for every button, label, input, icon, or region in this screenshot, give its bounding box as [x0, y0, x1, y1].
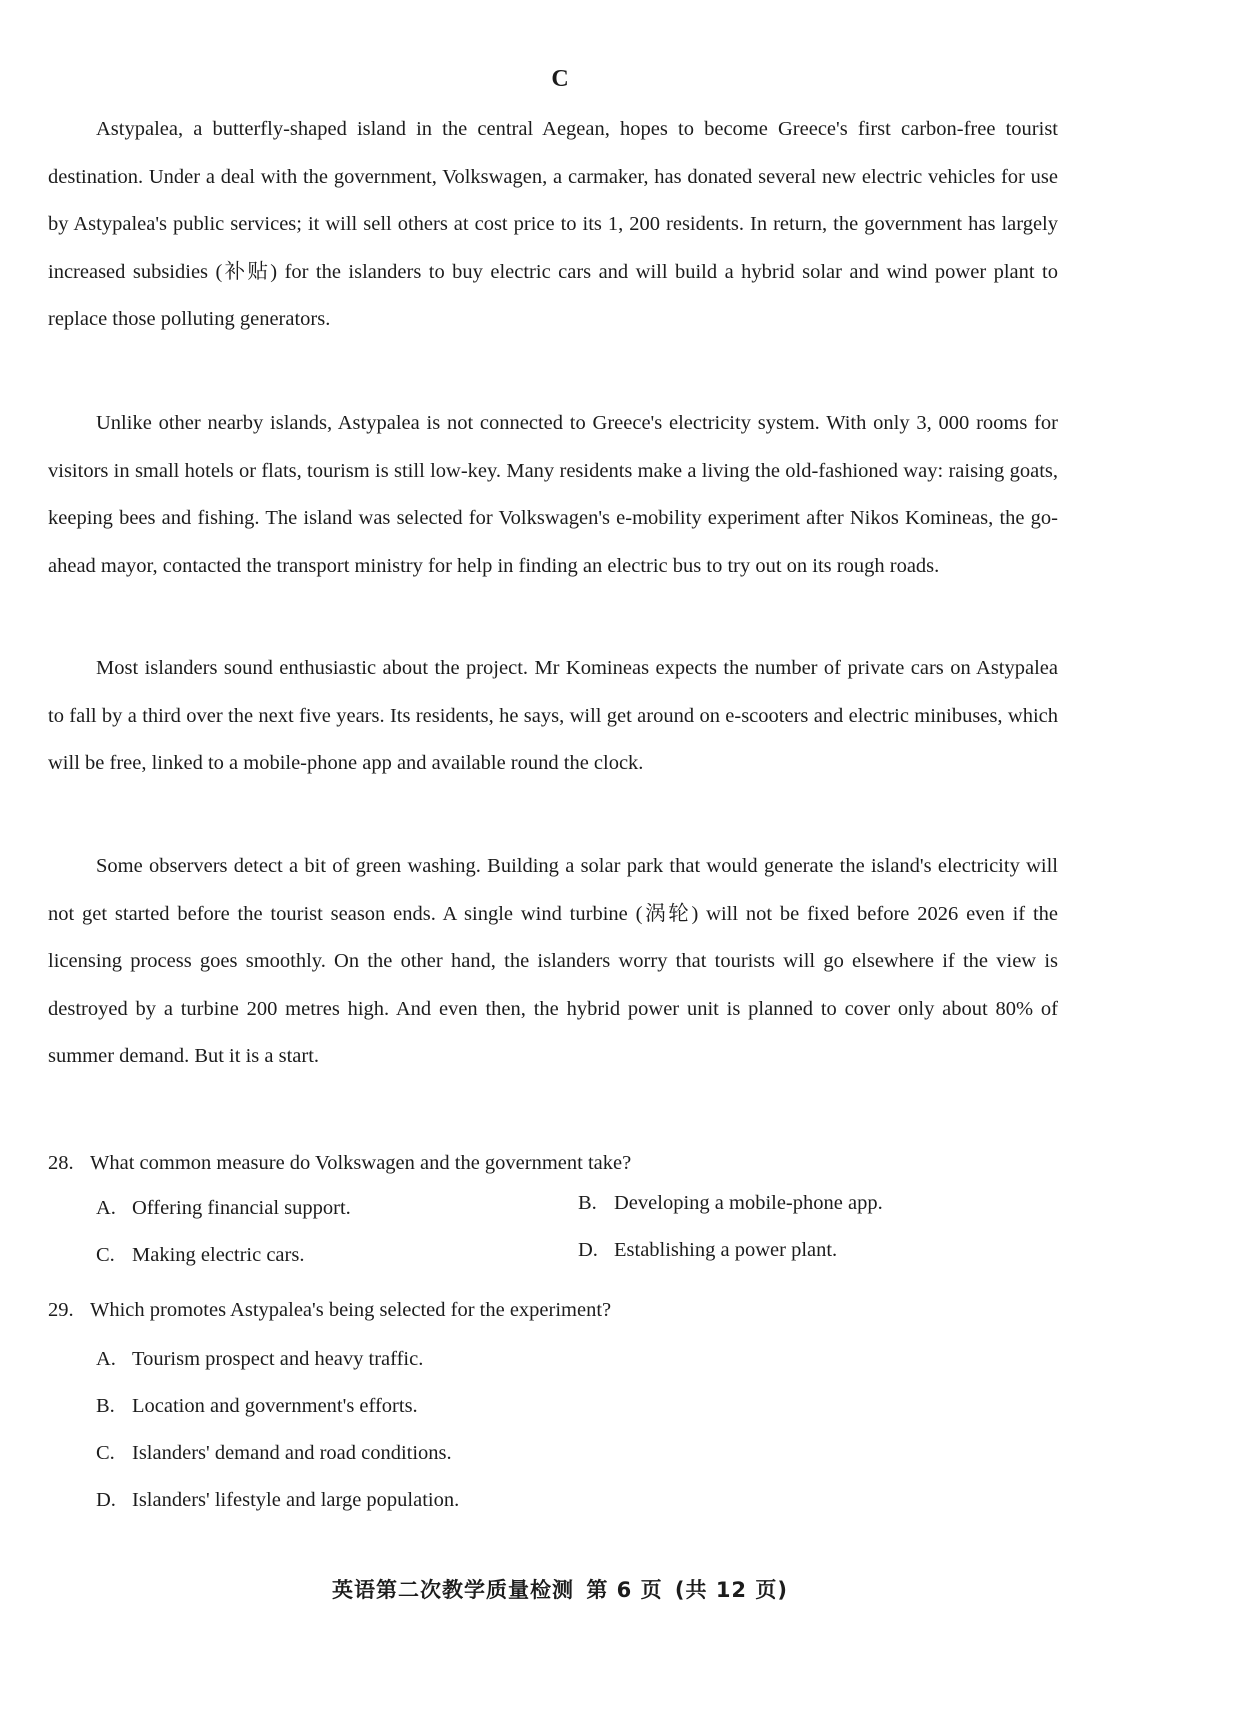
question-29-option-b [96, 1391, 418, 1421]
option-text: Islanders' lifestyle and large population. [132, 1489, 460, 1511]
question-stem: Which promotes Astypalea's being selected for the experiment? [90, 1299, 612, 1321]
page-footer [0, 1574, 1120, 1604]
option-text: Tourism prospect and heavy traffic. [132, 1348, 424, 1370]
option-label: B. [578, 1192, 597, 1214]
option-label: C. [96, 1442, 115, 1464]
option-label: D. [96, 1489, 116, 1511]
question-29-option-a [96, 1344, 423, 1374]
passage-paragraph-3: Most islanders sound enthusiastic about the project. Mr Komineas expects the number of private cars on Astypalea to fall by a third over the next five years. Its residents, he says, will get around on e-scooters and electric minibuses, which will be free, linked to a mobile-phone app and available round the clock. [48, 657, 1058, 774]
option-label: A. [96, 1348, 116, 1370]
question-28-option-a [96, 1193, 351, 1223]
option-label: B. [96, 1395, 115, 1417]
question-28-option-d [578, 1235, 837, 1265]
section-title: C [551, 66, 569, 92]
footer-exam-title: 英语第二次教学质量检测 [332, 1578, 575, 1602]
option-label: A. [96, 1197, 116, 1219]
question-number: 29. [48, 1299, 74, 1321]
question-29 [48, 1295, 611, 1325]
option-label: D. [578, 1239, 598, 1261]
option-text: Making electric cars. [132, 1244, 305, 1266]
passage-paragraph-4: Some observers detect a bit of green washing. Building a solar park that would generate the island's electricity will not get started before the tourist season ends. A single wind turbine (涡轮) will not be fixed before 2026 even if the licensing process goes smoothly. On the other hand, the islanders worry that tourists will go elsewhere if the view is destroyed by a turbine 200 metres high. And even then, the hybrid power unit is planned to cover only about 80% of summer demand. But it is a start. [48, 855, 1058, 1067]
question-29-option-d [96, 1485, 459, 1515]
question-28 [48, 1148, 631, 1178]
question-number: 28. [48, 1152, 74, 1174]
question-stem: What common measure do Volkswagen and the government take? [90, 1152, 632, 1174]
question-28-option-b [578, 1188, 883, 1218]
option-label: C. [96, 1244, 115, 1266]
footer-page-number: 第 6 页 [586, 1578, 663, 1602]
question-29-option-c [96, 1438, 452, 1468]
option-text: Offering financial support. [132, 1197, 351, 1219]
passage-paragraph-2: Unlike other nearby islands, Astypalea is not connected to Greece's electricity system. With only 3, 000 rooms for visitors in small hotels or flats, tourism is still low-key. Many residents make a living the old-fashioned way: raising goats, keeping bees and fishing. The island was selected for Volkswagen's e-mobility experiment after Nikos Komineas, the go-ahead mayor, contacted the transport ministry for help in finding an electric bus to try out on its rough roads. [48, 412, 1058, 577]
footer-page-total: (共 12 页) [674, 1578, 788, 1602]
option-text: Location and government's efforts. [132, 1395, 418, 1417]
question-28-option-c [96, 1240, 304, 1270]
option-text: Islanders' demand and road conditions. [132, 1442, 452, 1464]
option-text: Establishing a power plant. [614, 1239, 838, 1261]
option-text: Developing a mobile-phone app. [614, 1192, 883, 1214]
passage-paragraph-1: Astypalea, a butterfly-shaped island in the central Aegean, hopes to become Greece's first carbon-free tourist destination. Under a deal with the government, Volkswagen, a carmaker, has donated several new electric vehicles for use by Astypalea's public services; it will sell others at cost price to its 1, 200 residents. In return, the government has largely increased subsidies (补贴) for the islanders to buy electric cars and will build a hybrid solar and wind power plant to replace those polluting generators. [48, 118, 1058, 330]
